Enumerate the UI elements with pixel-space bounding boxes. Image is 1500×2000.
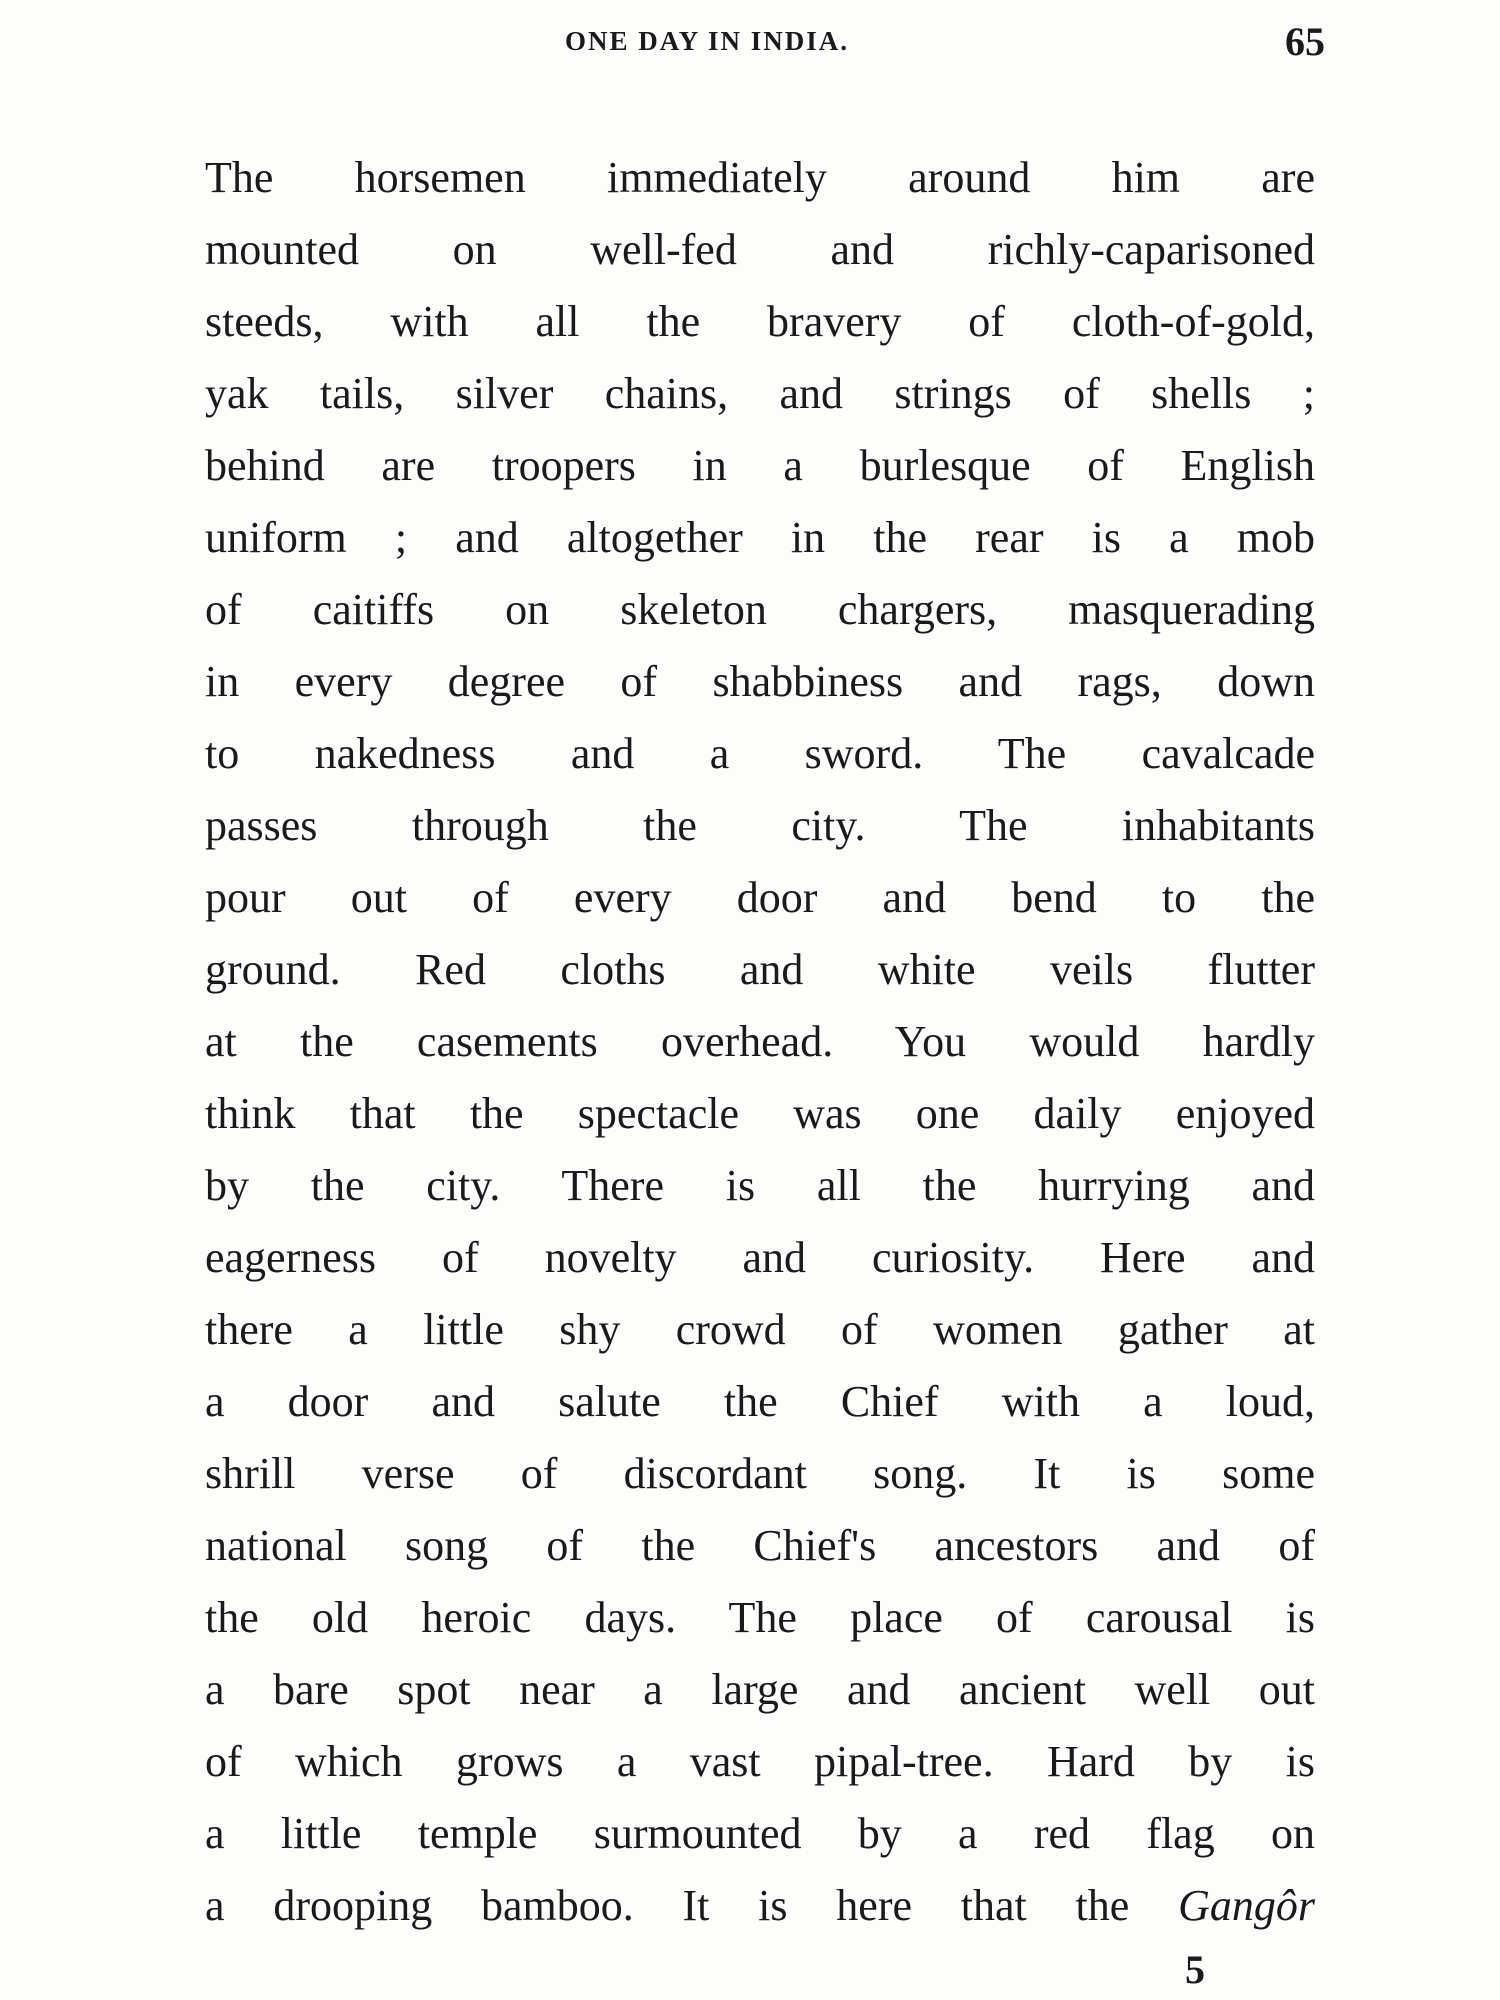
text-line: national song of the Chief's ancestors and of <box>205 1521 1315 1570</box>
text-line: to nakedness and a sword. The cavalcade <box>205 729 1315 778</box>
text-line: steeds, with all the bravery of cloth-of-gold, <box>205 297 1315 346</box>
text-line: the old heroic days. The place of carousal is <box>205 1593 1315 1642</box>
last-line-text: a drooping bamboo. It is here that the <box>205 1881 1179 1930</box>
running-head <box>205 18 1325 68</box>
text-line: of caitiffs on skeleton chargers, masquerading <box>205 585 1315 634</box>
text-line: by the city. There is all the hurrying and <box>205 1161 1315 1210</box>
italic-word: Gangôr <box>1178 1881 1315 1930</box>
text-line: a bare spot near a large and ancient well out <box>205 1665 1315 1714</box>
page-number: 65 <box>1285 19 1325 64</box>
text-line: mounted on well-fed and richly-caparisoned <box>205 225 1315 274</box>
text-line-last <box>205 1870 1315 1942</box>
text-line: a door and salute the Chief with a loud, <box>205 1377 1315 1426</box>
body-text <box>205 142 1315 1942</box>
text-line: The horsemen immediately around him are <box>205 153 1315 202</box>
text-line: yak tails, silver chains, and strings of shells ; <box>205 369 1315 418</box>
signature-mark: 5 <box>1185 1947 1205 1992</box>
text-line: uniform ; and altogether in the rear is a mob <box>205 513 1315 562</box>
text-line: there a little shy crowd of women gather at <box>205 1305 1315 1354</box>
text-line: think that the spectacle was one daily enjoyed <box>205 1089 1315 1138</box>
text-line: behind are troopers in a burlesque of English <box>205 441 1315 490</box>
text-line: shrill verse of discordant song. It is some <box>205 1449 1315 1498</box>
text-line: ground. Red cloths and white veils flutter <box>205 945 1315 994</box>
text-line: a little temple surmounted by a red flag on <box>205 1809 1315 1858</box>
text-line: passes through the city. The inhabitants <box>205 801 1315 850</box>
text-line: in every degree of shabbiness and rags, down <box>205 657 1315 706</box>
text-line: at the casements overhead. You would hardly <box>205 1017 1315 1066</box>
running-title: ONE DAY IN INDIA. <box>565 26 850 56</box>
text-line: of which grows a vast pipal-tree. Hard by is <box>205 1737 1315 1786</box>
text-line: pour out of every door and bend to the <box>205 873 1315 922</box>
text-line: eagerness of novelty and curiosity. Here and <box>205 1233 1315 1282</box>
